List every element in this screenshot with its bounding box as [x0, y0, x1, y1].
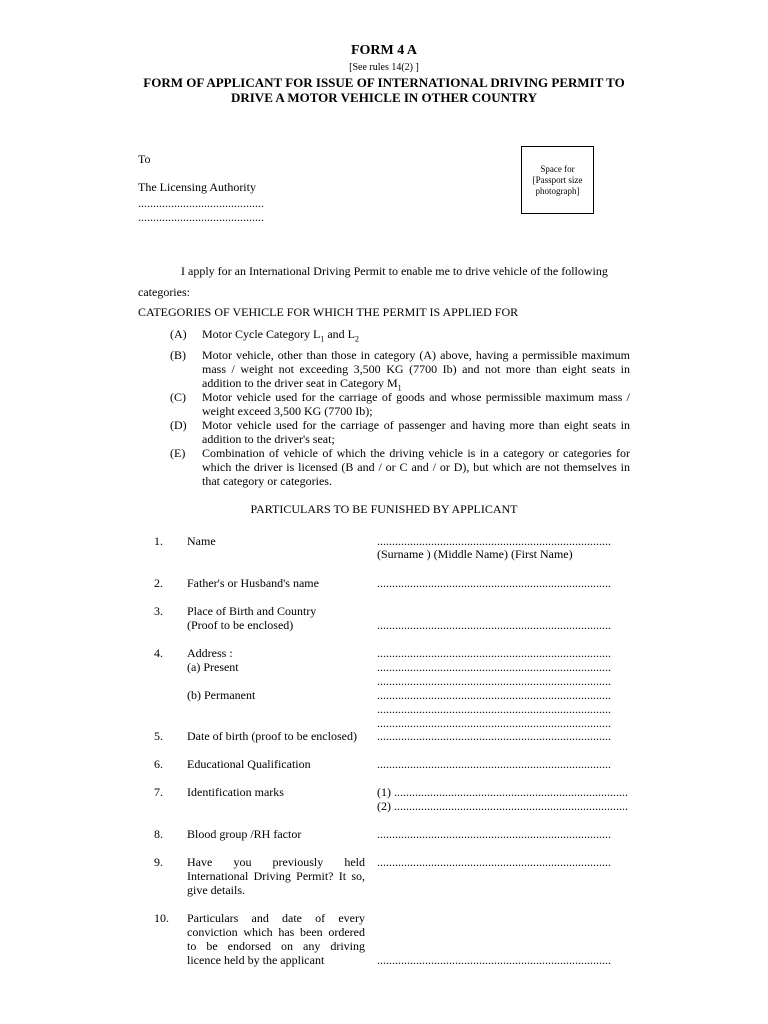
name-sublabels: (Surname ) (Middle Name) (First Name)	[377, 547, 573, 561]
category-text: Combination of vehicle of which the driving vehicle is in a category or categories for which the driver is licensed (B and / or C and / or D), but which are not themselves in that category or categories.	[202, 446, 630, 488]
item-number: 5.	[154, 729, 163, 743]
category-letter: (B)	[170, 348, 186, 362]
particulars-heading: PARTICULARS TO BE FUNISHED BY APPLICANT	[250, 502, 518, 516]
address-field-line[interactable]: ..............................................................................	[377, 716, 611, 730]
blood-group-label: Blood group /RH factor	[187, 827, 302, 841]
mark2-label: (2)	[377, 799, 391, 813]
identification-label: Identification marks	[187, 785, 284, 799]
birthplace-label: Place of Birth and Country	[187, 604, 317, 618]
photo-label-line3: photograph]	[535, 185, 580, 196]
dob-field[interactable]: ..............................................................................	[377, 729, 611, 743]
item-number: 2.	[154, 576, 163, 590]
photo-label-line1: Space for	[540, 163, 575, 174]
category-text: Motor vehicle used for the carriage of passenger and having more than eight seats in addition to the driver's seat;	[202, 418, 630, 446]
item-number: 3.	[154, 604, 163, 618]
category-text: Motor vehicle used for the carriage of goods and whose permissible maximum mass / weight exceed 3,500 KG (7700 Ib);	[202, 390, 630, 418]
category-letter: (C)	[170, 390, 186, 404]
address-field-line[interactable]: ..............................................................................	[377, 702, 611, 716]
item-number: 9.	[154, 855, 163, 869]
address-field-line[interactable]: ..............................................................................	[377, 688, 611, 702]
category-letter: (D)	[170, 418, 187, 432]
category-letter: (E)	[170, 446, 186, 460]
dob-label: Date of birth (proof to be enclosed)	[187, 729, 357, 743]
mark2-field[interactable]: ..............................................................................	[394, 799, 628, 813]
authority-address-line1: ..........................................	[138, 196, 264, 210]
licensing-authority: The Licensing Authority	[138, 180, 256, 194]
categories-heading: CATEGORIES OF VEHICLE FOR WHICH THE PERMIT IS APPLIED FOR	[138, 305, 519, 319]
mark1-label: (1)	[377, 785, 391, 799]
convictions-field[interactable]: ..............................................................................	[377, 953, 611, 967]
addressee-to: To	[138, 152, 151, 166]
address-field-line[interactable]: ..............................................................................	[377, 660, 611, 674]
item-number: 1.	[154, 534, 163, 548]
form-title-line1: FORM OF APPLICANT FOR ISSUE OF INTERNATIONAL DRIVING PERMIT TO	[143, 75, 625, 90]
permanent-address-label: (b) Permanent	[187, 688, 256, 702]
mark1-field[interactable]: ..............................................................................	[394, 785, 628, 799]
birthplace-proof-note: (Proof to be enclosed)	[187, 618, 294, 632]
intro-line2: categories:	[138, 285, 190, 299]
item-number: 4.	[154, 646, 163, 660]
address-field-line[interactable]: ..............................................................................	[377, 646, 611, 660]
form-title-line2: DRIVE A MOTOR VEHICLE IN OTHER COUNTRY	[230, 90, 538, 105]
previous-permit-label: Have you previously held International Driving Permit? It so, give details.	[187, 855, 365, 897]
category-text: Motor Cycle Category $L_1$ and $L_2$	[202, 327, 359, 344]
rule-reference: [See rules 14(2) ]	[349, 62, 419, 73]
address-label: Address :	[187, 646, 233, 660]
father-name-field[interactable]: ..............................................................................	[377, 576, 611, 590]
item-number: 10.	[154, 911, 169, 925]
item-number: 7.	[154, 785, 163, 799]
category-letter: (A)	[170, 327, 187, 341]
authority-address-line2: ..........................................	[138, 210, 264, 224]
form-number: FORM 4 A	[350, 43, 418, 58]
item-number: 8.	[154, 827, 163, 841]
convictions-label: Particulars and date of every conviction which has been ordered to be endorsed on any driving licence held by the applicant	[187, 911, 365, 967]
education-field[interactable]: ..............................................................................	[377, 757, 611, 771]
education-label: Educational Qualification	[187, 757, 311, 771]
birthplace-field[interactable]: ..............................................................................	[377, 618, 611, 632]
address-field-line[interactable]: ..............................................................................	[377, 674, 611, 688]
previous-permit-field[interactable]: ..............................................................................	[377, 855, 611, 869]
name-field[interactable]: ..............................................................................	[377, 534, 611, 548]
item-number: 6.	[154, 757, 163, 771]
present-address-label: (a) Present	[187, 660, 239, 674]
photo-label-line2: [Passport size	[532, 174, 583, 185]
photo-placeholder-box	[521, 146, 594, 214]
blood-group-field[interactable]: ..............................................................................	[377, 827, 611, 841]
intro-line1: I apply for an International Driving Permit to enable me to drive vehicle of the following	[181, 264, 608, 278]
category-text: Motor vehicle, other than those in category (A) above, having a permissible maximum mass / weight not exceeding 3,500 KG (7700 Ib) and not more than eight seats in addition to the driver seat in Category $M_1$	[202, 348, 630, 393]
father-name-label: Father's or Husband's name	[187, 576, 319, 590]
name-label: Name	[187, 534, 216, 548]
